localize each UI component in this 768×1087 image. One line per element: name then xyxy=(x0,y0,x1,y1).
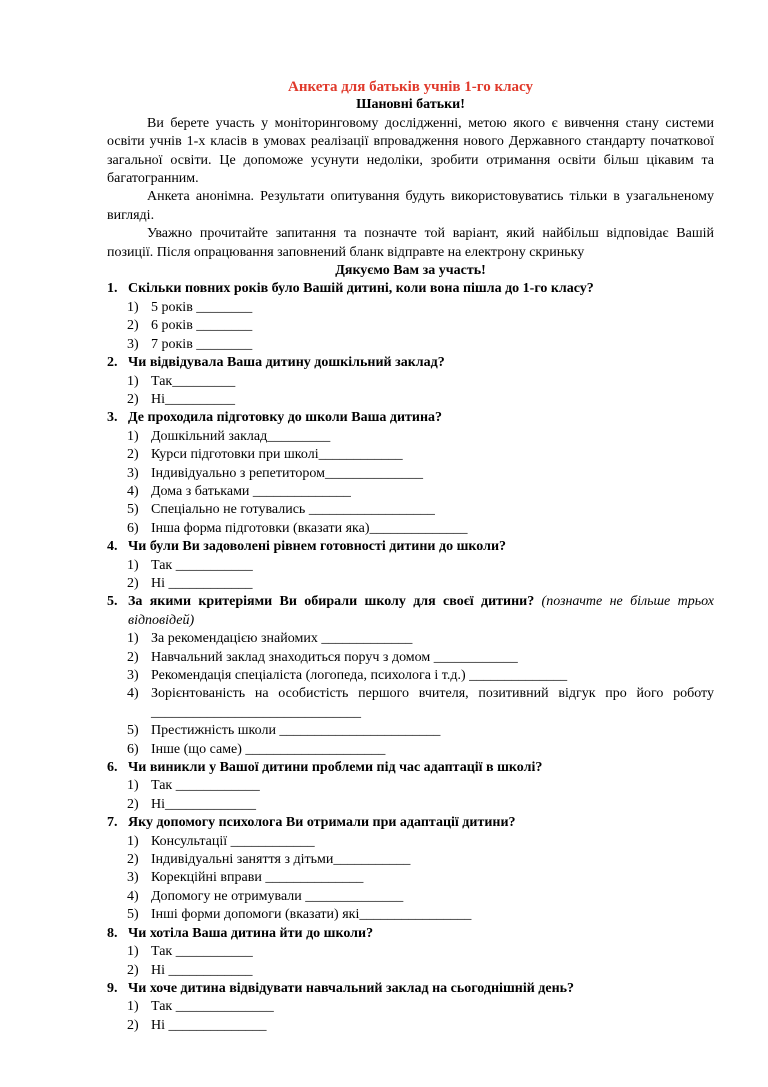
option-number: 1) xyxy=(127,833,139,849)
option-number: 3) xyxy=(127,465,139,481)
option-number: 1) xyxy=(127,557,139,573)
answer-option[interactable] xyxy=(107,1017,714,1035)
option-label: Курси підготовки при школі____________ xyxy=(151,447,403,463)
answer-option[interactable] xyxy=(107,741,714,759)
answer-option[interactable] xyxy=(107,685,714,722)
option-number: 5) xyxy=(127,502,139,518)
answer-option[interactable] xyxy=(107,906,714,924)
option-label: Ні ______________ xyxy=(151,1017,267,1033)
answer-option[interactable] xyxy=(107,888,714,906)
option-label: Корекційні вправи ______________ xyxy=(151,870,364,886)
answer-options xyxy=(107,943,714,980)
question-3 xyxy=(107,409,714,538)
answer-option[interactable] xyxy=(107,649,714,667)
answer-option[interactable] xyxy=(107,317,714,335)
answer-options xyxy=(107,630,714,759)
question-number: 9. xyxy=(107,980,118,996)
question-number: 4. xyxy=(107,539,118,555)
option-number: 5) xyxy=(127,723,139,739)
question-label: Де проходила підготовку до школи Ваша дитина? xyxy=(128,410,443,426)
answer-option[interactable] xyxy=(107,446,714,464)
option-number: 4) xyxy=(127,483,139,499)
answer-option[interactable] xyxy=(107,796,714,814)
answer-option[interactable] xyxy=(107,833,714,851)
question-number: 6. xyxy=(107,760,118,776)
answer-option[interactable] xyxy=(107,520,714,538)
question-8 xyxy=(107,925,714,980)
answer-options xyxy=(107,557,714,594)
document-content xyxy=(107,78,714,1035)
question-number: 2. xyxy=(107,355,118,371)
answer-options xyxy=(107,373,714,410)
answer-option[interactable] xyxy=(107,501,714,519)
question-label: Чи хотіла Ваша дитина йти до школи? xyxy=(128,925,374,941)
answer-option[interactable] xyxy=(107,869,714,887)
option-label: 7 років ________ xyxy=(151,336,253,352)
option-number: 3) xyxy=(127,870,139,886)
option-number: 1) xyxy=(127,944,139,960)
option-number: 1) xyxy=(127,999,139,1015)
option-label: Так ______________ xyxy=(151,999,274,1015)
answer-option[interactable] xyxy=(107,557,714,575)
answer-option[interactable] xyxy=(107,465,714,483)
option-label: Рекомендація спеціаліста (логопеда, психолога і т.д.) ______________ xyxy=(151,668,568,683)
option-number: 2) xyxy=(127,391,139,407)
answer-option[interactable] xyxy=(107,483,714,501)
option-number: 6) xyxy=(127,520,139,536)
question-text xyxy=(107,814,714,832)
question-note: (позначте не більше трьох відповідей) xyxy=(128,594,714,628)
question-number: 5. xyxy=(107,594,118,610)
option-number: 1) xyxy=(127,373,139,389)
option-number: 1) xyxy=(127,778,139,794)
question-number: 7. xyxy=(107,815,118,831)
option-number: 2) xyxy=(127,852,139,868)
intro-paragraph: Ви берете участь у моніторинговому дослідженні, метою якого є вивчення стану системи освіти учнів 1-х класів в умовах реалізації впровадження нового Державного стандарту початкової загальної освіти. Це допоможе усунути недоліки, зробити отримання освіти більш цікавим та багатогранним. xyxy=(107,115,714,187)
answer-option[interactable] xyxy=(107,373,714,391)
option-number: 6) xyxy=(127,741,139,757)
option-label: Індивідуально з репетитором______________ xyxy=(151,465,423,481)
answer-option[interactable] xyxy=(107,575,714,593)
option-label: Так ___________ xyxy=(151,944,253,960)
question-text xyxy=(107,925,714,943)
option-label: Ні__________ xyxy=(151,391,235,407)
question-2 xyxy=(107,354,714,409)
option-number: 1) xyxy=(127,428,139,444)
option-number: 3) xyxy=(127,336,139,352)
answer-option[interactable] xyxy=(107,998,714,1016)
greeting: Шановні батьки! xyxy=(356,97,465,113)
option-label: Спеціально не готувались __________________ xyxy=(151,502,435,518)
answer-options xyxy=(107,428,714,538)
option-label: Так ____________ xyxy=(151,778,260,794)
question-label: Чи відвідувала Ваша дитину дошкільний заклад? xyxy=(128,355,445,371)
question-number: 3. xyxy=(107,410,118,426)
intro-paragraph: Уважно прочитайте запитання та позначте той варіант, який найбільш відповідає Вашій позиції. Після опрацювання заповнений бланк відправте на електрону скриньку xyxy=(107,226,714,260)
question-text xyxy=(107,593,714,630)
option-label: 5 років ________ xyxy=(151,299,253,315)
question-label: За якими критеріями Ви обирали школу для своєї дитини? xyxy=(128,594,535,610)
option-number: 4) xyxy=(127,888,139,904)
answer-option[interactable] xyxy=(107,428,714,446)
question-text xyxy=(107,759,714,777)
option-label: Інші форми допомоги (вказати) які________________ xyxy=(151,907,472,923)
question-4 xyxy=(107,538,714,593)
option-number: 2) xyxy=(127,649,139,665)
option-label: Так_________ xyxy=(151,373,236,389)
option-label: Консультації ____________ xyxy=(151,833,315,849)
answer-option[interactable] xyxy=(107,391,714,409)
option-label: Інша форма підготовки (вказати яка)______________ xyxy=(151,520,468,536)
option-label: Зорієнтованість на особистість першого вчителя, позитивний відгук про його роботу ______________________________ xyxy=(151,686,714,720)
question-label: Чи були Ви задоволені рівнем готовності дитини до школи? xyxy=(128,539,507,555)
option-label: Ні_____________ xyxy=(151,796,256,812)
question-label: Чи хоче дитина відвідувати навчальний заклад на сьогоднішній день? xyxy=(128,980,575,996)
question-text xyxy=(107,280,714,298)
answer-option[interactable] xyxy=(107,722,714,740)
option-number: 1) xyxy=(127,299,139,315)
document-title: Анкета для батьків учнів 1-го класу xyxy=(288,79,533,95)
question-label: Скільки повних років було Вашій дитині, коли вона пішла до 1-го класу? xyxy=(128,281,594,297)
question-text xyxy=(107,538,714,556)
option-label: Так ___________ xyxy=(151,557,253,573)
option-label: Допомогу не отримували ______________ xyxy=(151,888,404,904)
answer-options xyxy=(107,299,714,354)
question-text xyxy=(107,354,714,372)
questions-list xyxy=(107,280,714,1035)
question-1 xyxy=(107,280,714,354)
option-label: Ні ____________ xyxy=(151,962,253,978)
option-label: Інше (що саме) ____________________ xyxy=(151,741,386,757)
answer-option[interactable] xyxy=(107,962,714,980)
option-number: 1) xyxy=(127,631,139,647)
question-number: 1. xyxy=(107,281,118,297)
question-number: 8. xyxy=(107,925,118,941)
option-number: 2) xyxy=(127,796,139,812)
option-number: 2) xyxy=(127,318,139,334)
question-label: Чи виникли у Вашої дитини проблеми під час адаптації в школі? xyxy=(128,760,543,776)
answer-option[interactable] xyxy=(107,777,714,795)
option-number: 2) xyxy=(127,447,139,463)
option-number: 4) xyxy=(127,686,139,702)
option-number: 5) xyxy=(127,907,139,923)
answer-option[interactable] xyxy=(107,299,714,317)
question-6 xyxy=(107,759,714,814)
answer-option[interactable] xyxy=(107,630,714,648)
answer-options xyxy=(107,777,714,814)
answer-options xyxy=(107,833,714,925)
option-number: 2) xyxy=(127,575,139,591)
answer-option[interactable] xyxy=(107,851,714,869)
answer-option[interactable] xyxy=(107,667,714,685)
question-7 xyxy=(107,814,714,924)
answer-options xyxy=(107,998,714,1035)
option-label: За рекомендацією знайомих _____________ xyxy=(151,631,413,647)
thanks-line: Дякуємо Вам за участь! xyxy=(335,263,486,279)
option-label: Індивідуальні заняття з дітьми___________ xyxy=(151,852,411,868)
intro-paragraph: Анкета анонімна. Результати опитування будуть використовуватись тільки в узагальненому вигляді. xyxy=(107,189,714,223)
question-label: Яку допомогу психолога Ви отримали при адаптації дитини? xyxy=(128,815,516,831)
option-label: Ні ____________ xyxy=(151,575,253,591)
option-label: Дома з батьками ______________ xyxy=(151,483,351,499)
question-text xyxy=(107,980,714,998)
question-5 xyxy=(107,593,714,759)
answer-option[interactable] xyxy=(107,336,714,354)
option-label: Дошкільний заклад_________ xyxy=(151,428,331,444)
option-number: 2) xyxy=(127,1017,139,1033)
question-text xyxy=(107,409,714,427)
question-9 xyxy=(107,980,714,1035)
option-number: 3) xyxy=(127,668,139,683)
option-label: 6 років ________ xyxy=(151,318,253,334)
option-label: Престижність школи _______________________ xyxy=(151,723,441,739)
option-label: Навчальний заклад знаходиться поруч з домом ____________ xyxy=(151,649,518,665)
answer-option[interactable] xyxy=(107,943,714,961)
option-number: 2) xyxy=(127,962,139,978)
